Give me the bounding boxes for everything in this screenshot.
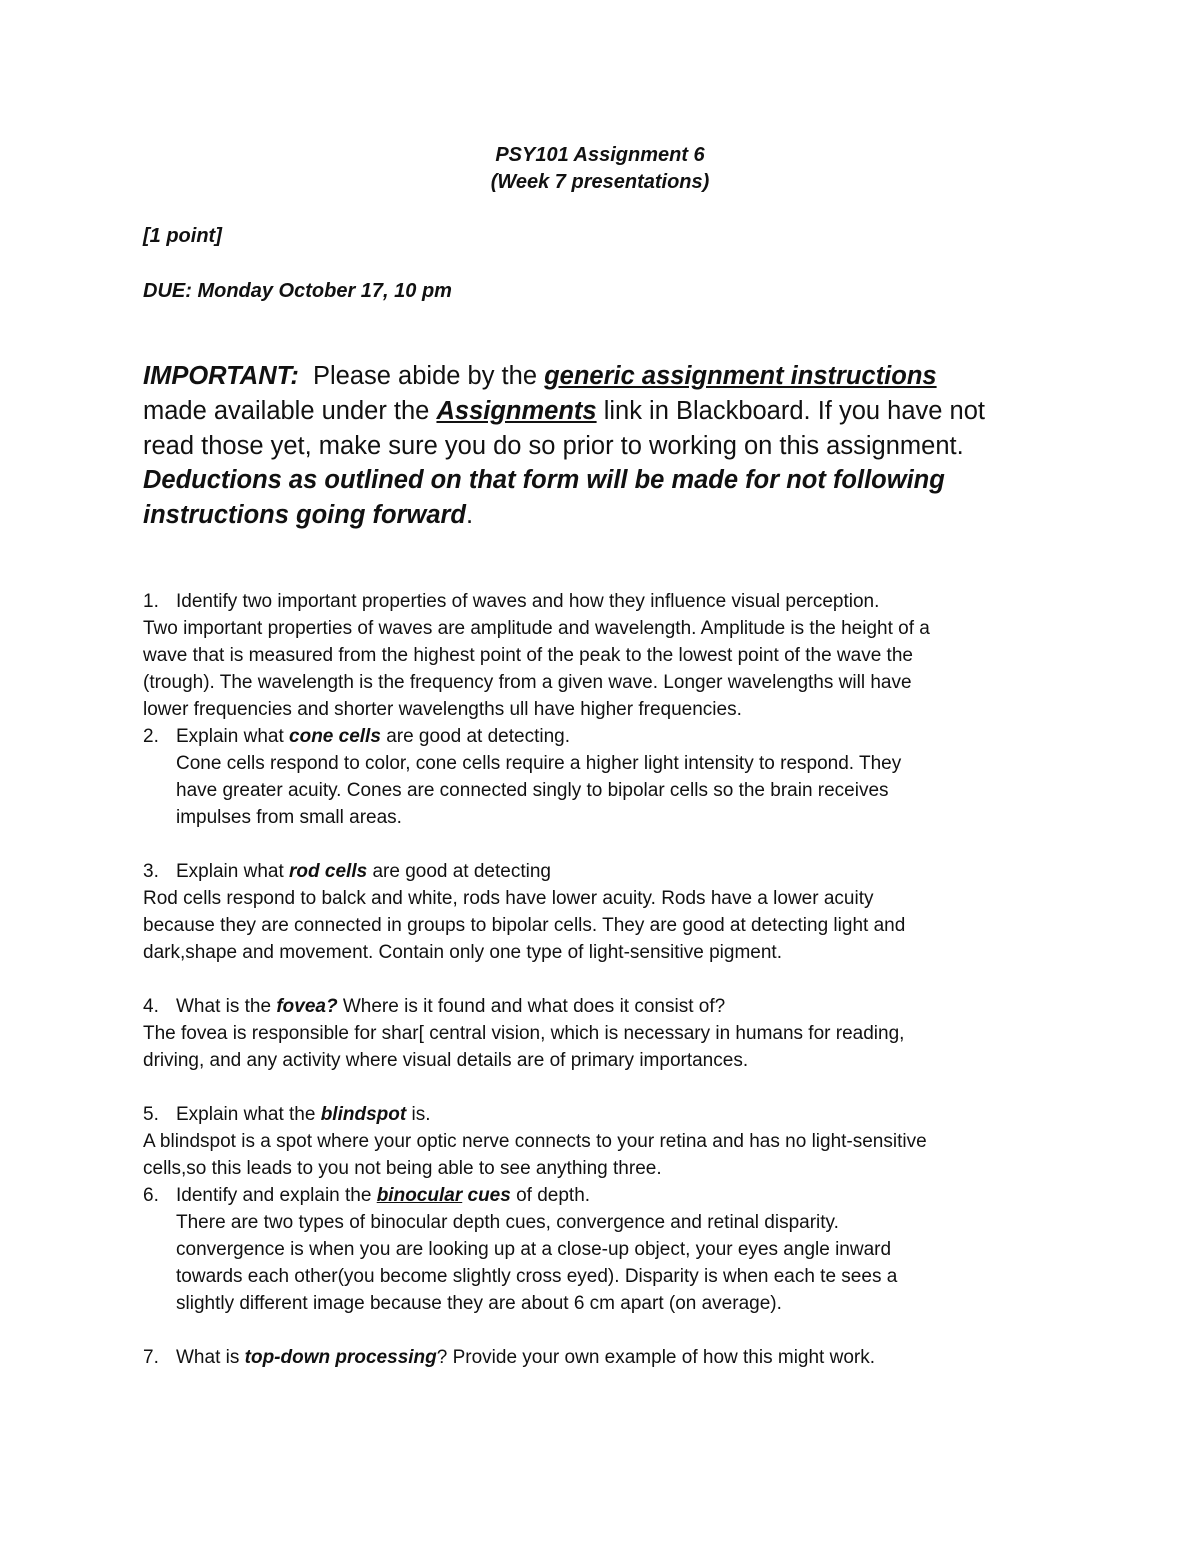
question-prompt xyxy=(176,993,725,1020)
assignments-link[interactable]: Assignments xyxy=(436,397,597,425)
answer-line: Cone cells respond to color, cone cells require a higher light intensity to respond. They xyxy=(176,753,902,774)
generic-instructions-link[interactable]: generic assignment instructions xyxy=(544,362,937,390)
prompt-term: fovea? xyxy=(276,996,338,1017)
answer-line: driving, and any activity where visual details are of primary importances. xyxy=(143,1050,749,1071)
page-subtitle: (Week 7 presentations) xyxy=(490,171,710,193)
question-prompt xyxy=(176,723,570,750)
important-line-1 xyxy=(143,359,937,393)
prompt-text: ? Provide your own example of how this might work. xyxy=(436,1347,876,1368)
prompt-term-underlined: binocular xyxy=(376,1185,463,1206)
question-number: 5. xyxy=(143,1104,159,1125)
answer-line: cells,so this leads to you not being able to see anything three. xyxy=(143,1158,662,1179)
answer-line: impulses from small areas. xyxy=(176,807,402,828)
answer-line: towards each other(you become slightly cross eyed). Disparity is when each te sees a xyxy=(176,1266,898,1287)
due-date: DUE: Monday October 17, 10 pm xyxy=(143,280,452,302)
warning-line-1: Deductions as outlined on that form will be made for not following xyxy=(143,466,945,494)
question-number: 1. xyxy=(143,591,159,612)
prompt-text: is. xyxy=(411,1104,431,1125)
important-text-3: link in Blackboard. If you have not xyxy=(603,397,985,425)
answer-line: The fovea is responsible for shar[ central vision, which is necessary in humans for reading, xyxy=(143,1023,905,1044)
prompt-term: blindspot xyxy=(320,1104,407,1125)
warning-period: . xyxy=(466,501,474,529)
warning-line-2 xyxy=(143,498,473,532)
prompt-text: Identify and explain the xyxy=(176,1185,372,1206)
question-number: 6. xyxy=(143,1185,159,1206)
prompt-text: Explain what xyxy=(176,726,284,747)
answer-line: A blindspot is a spot where your optic nerve connects to your retina and has no light-sensitive xyxy=(143,1131,927,1152)
question-prompt xyxy=(176,1344,875,1371)
important-text-1: Please abide by the xyxy=(313,362,537,390)
prompt-term: cone cells xyxy=(289,726,381,747)
answer-line: convergence is when you are looking up at a close-up object, your eyes angle inward xyxy=(176,1239,892,1260)
question-prompt xyxy=(176,858,551,885)
question-prompt: Identify two important properties of waves and how they influence visual perception. xyxy=(176,591,880,612)
important-line-3: read those yet, make sure you do so prior to working on this assignment. xyxy=(143,432,964,460)
important-text-2: made available under the xyxy=(143,397,430,425)
prompt-text: What is xyxy=(176,1347,240,1368)
answer-line: have greater acuity. Cones are connected singly to bipolar cells so the brain receives xyxy=(176,780,889,801)
prompt-term: top-down processing xyxy=(244,1347,437,1368)
question-prompt xyxy=(176,1101,430,1128)
question-number: 2. xyxy=(143,726,159,747)
answer-line: Two important properties of waves are amplitude and wavelength. Amplitude is the height of a xyxy=(143,618,930,639)
warning-text-2: instructions going forward xyxy=(143,501,466,529)
prompt-term: cues xyxy=(467,1185,511,1206)
question-number: 3. xyxy=(143,861,159,882)
prompt-text: are good at detecting. xyxy=(386,726,570,747)
page-title: PSY101 Assignment 6 xyxy=(495,144,705,166)
answer-line: Rod cells respond to balck and white, rods have lower acuity. Rods have a lower acuity xyxy=(143,888,874,909)
answer-line: wave that is measured from the highest point of the peak to the lowest point of the wave the xyxy=(143,645,913,666)
prompt-text: What is the xyxy=(176,996,272,1017)
answer-line: (trough). The wavelength is the frequency from a given wave. Longer wavelengths will have xyxy=(143,672,912,693)
question-number: 4. xyxy=(143,996,159,1017)
question-number: 7. xyxy=(143,1347,159,1368)
prompt-term: rod cells xyxy=(289,861,368,882)
answer-line: slightly different image because they are about 6 cm apart (on average). xyxy=(176,1293,782,1314)
answer-line: There are two types of binocular depth cues, convergence and retinal disparity. xyxy=(176,1212,839,1233)
answer-line: because they are connected in groups to bipolar cells. They are good at detecting light and xyxy=(143,915,906,936)
prompt-text: Explain what xyxy=(176,861,284,882)
question-prompt xyxy=(176,1182,590,1209)
prompt-text: of depth. xyxy=(516,1185,591,1206)
prompt-text: are good at detecting xyxy=(372,861,551,882)
prompt-text: Explain what the xyxy=(176,1104,316,1125)
points-label: [1 point] xyxy=(143,225,222,247)
answer-line: lower frequencies and shorter wavelengths ull have higher frequencies. xyxy=(143,699,742,720)
prompt-text: Where is it found and what does it consist of? xyxy=(342,996,726,1017)
answer-line: dark,shape and movement. Contain only one type of light-sensitive pigment. xyxy=(143,942,782,963)
important-label: IMPORTANT: xyxy=(143,362,299,390)
important-line-2 xyxy=(143,394,985,428)
